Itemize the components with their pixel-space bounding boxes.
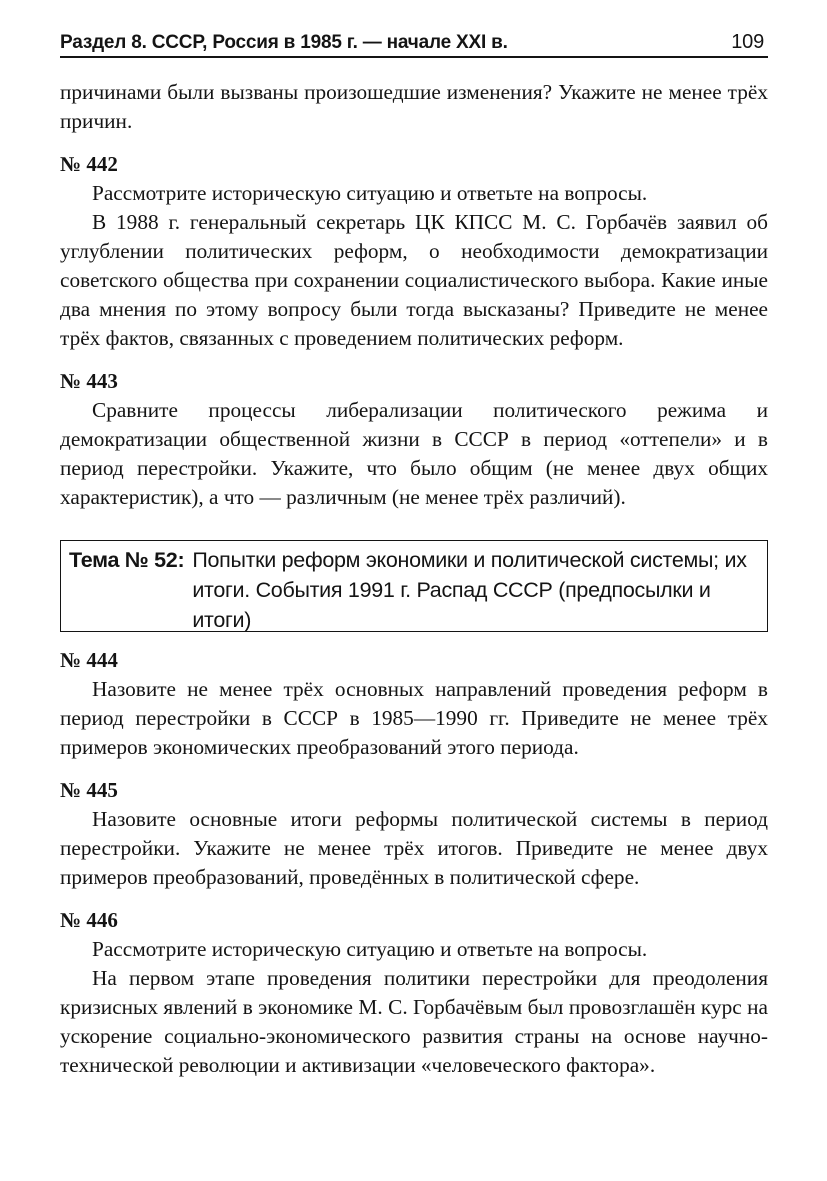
running-header	[60, 20, 768, 58]
task-number: № 446	[60, 908, 118, 932]
topic-title: Попытки реформ экономики и политической системы; их итоги. События 1991 г. Распад СССР (предпосылки и итоги)	[192, 548, 747, 632]
task-block	[60, 367, 768, 512]
task-number: № 445	[60, 778, 118, 802]
task-paragraph: Сравните процессы либерализации политического режима и демократизации общественной жизни в СССР в период «оттепели» и в период перестройки. Укажите, что было общим (не менее двух общих характеристик), а что — различным (не менее трёх различий).	[60, 398, 768, 509]
task-paragraph: Рассмотрите историческую ситуацию и ответьте на вопросы.	[92, 181, 648, 205]
task-paragraph: В 1988 г. генеральный секретарь ЦК КПСС М. С. Горбачёв заявил об углублении политических реформ, о необходимости демократизации советского общества при сохранении социалистического выбора. Какие иные два мнения по этому вопросу были тогда высказаны? Приведите не менее трёх фактов, связанных с проведением политических реформ.	[60, 210, 768, 350]
task-block	[60, 776, 768, 892]
topic-label: Тема № 52:	[69, 548, 185, 572]
task-paragraph: Назовите основные итоги реформы политической системы в период перестройки. Укажите не менее трёх итогов. Приведите не менее двух примеров преобразований, проведённых в политической сфере.	[60, 807, 768, 889]
task-number: № 443	[60, 369, 118, 393]
section-title: Раздел 8. СССР, Россия в 1985 г. — начале XXI в.	[60, 32, 508, 53]
task-paragraph: Назовите не менее трёх основных направлений проведения реформ в период перестройки в СССР в 1985—1990 гг. Приведите не менее трёх примеров экономических преобразований этого периода.	[60, 677, 768, 759]
continuation-paragraph: причинами были вызваны произошедшие изменения? Укажите не менее трёх причин.	[60, 80, 768, 133]
task-block	[60, 150, 768, 353]
task-block	[60, 906, 768, 1080]
task-block	[60, 646, 768, 762]
page-number: 109	[731, 31, 764, 53]
task-number: № 444	[60, 648, 118, 672]
page	[60, 20, 768, 1080]
task-number: № 442	[60, 152, 118, 176]
topic-box	[60, 540, 768, 632]
task-paragraph: Рассмотрите историческую ситуацию и ответьте на вопросы.	[92, 937, 648, 961]
task-paragraph: На первом этапе проведения политики перестройки для преодоления кризисных явлений в экономике М. С. Горбачёвым был провозглашён курс на ускорение социально-экономического развития страны на основе научно-технической революции и активизации «человеческого фактора».	[60, 966, 768, 1077]
